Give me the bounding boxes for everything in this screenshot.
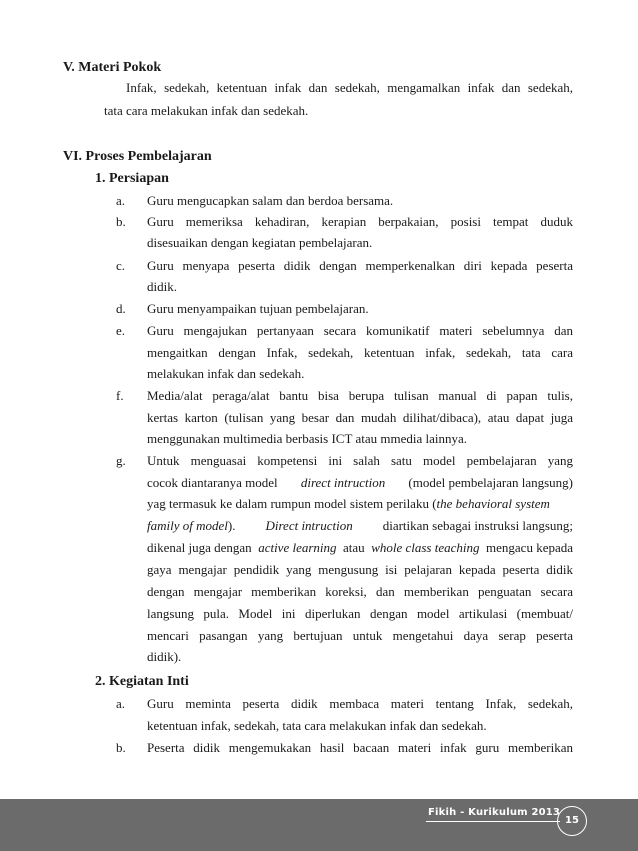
item-line: Guru menyapa peserta didik dengan memperkenalkan diri kepada peserta [147,258,573,273]
italic-term: direct intruction [300,475,386,490]
item-line: didik). [147,649,182,664]
item-line: menggunakan multimedia berbasis ICT atau mmedia lainnya. [147,431,467,446]
text-run: dikenal juga dengan [147,540,252,555]
italic-term: family of model [147,518,228,533]
item-label: f. [116,388,124,403]
item-line: Guru mengucapkan salam dan berdoa bersama. [147,193,394,208]
item-line: Untuk menguasai kompetensi ini salah satu model pembelajaran yang [147,453,573,468]
item-line: mencari pasangan yang bertujuan untuk mengetahui daya serap peserta [147,628,573,643]
persiapan-heading: 1. Persiapan [95,171,169,186]
item-line-mixed [147,473,573,493]
italic-term: Direct intruction [265,518,353,533]
item-line: langsung pula. Model ini diperlukan dengan model artikulasi (membuat/ [147,606,573,621]
item-label: e. [116,323,126,338]
item-label: a. [116,696,126,711]
text-run: mengacu kepada [486,540,573,555]
italic-term: active learning [258,540,337,555]
italic-term: whole class teaching [371,540,480,555]
section-v-title: V. Materi Pokok [63,60,162,75]
item-label: a. [116,193,126,208]
text-run: family of model). [147,518,236,533]
footer-divider [426,821,560,822]
text-run: yag termasuk ke dalam rumpun model sistem perilaku (the behavioral system [147,496,550,511]
item-line: Guru mengajukan pertanyaan secara komunikatif materi sebelumnya dan [147,323,573,338]
text-run: atau [343,540,365,555]
section-v-line-2: tata cara melakukan infak dan sedekah. [104,103,309,118]
item-line: Media/alat peraga/alat bantu bisa berupa tulisan manual di papan tulis, [147,388,573,403]
item-line: kertas karton (tulisan yang besar dan mudah dilihat/dibaca), atau dapat juga [147,410,573,425]
item-line: mengaitkan dengan Infak, sedekah, ketentuan infak, sedekah, tata cara [147,345,573,360]
item-line: Guru meminta peserta didik membaca materi tentang Infak, sedekah, [147,696,573,711]
item-label: b. [116,214,126,229]
kegiatan-inti-heading: 2. Kegiatan Inti [95,674,189,689]
footer-book-title: Fikih - Kurikulum 2013 [428,807,561,818]
item-line: ketentuan infak, sedekah, tata cara melakukan infak dan sedekah. [147,718,487,733]
item-label: g. [116,453,126,468]
text-run: (model pembelajaran langsung) [408,475,573,490]
item-line: Peserta didik mengemukakan hasil bacaan materi infak guru memberikan [147,740,573,755]
section-vi-title: VI. Proses Pembelajaran [63,149,212,164]
italic-term: the behavioral system [436,496,550,511]
item-line: melakukan infak dan sedekah. [147,366,305,381]
item-line: didik. [147,279,177,294]
item-line: Guru menyampaikan tujuan pembelajaran. [147,301,369,316]
page-number-badge: 15 [557,806,587,836]
text-run: diartikan sebagai instruksi langsung; [382,518,573,533]
item-label: b. [116,740,126,755]
item-label: d. [116,301,126,316]
item-line-mixed [147,494,573,514]
item-line: gaya mengajar pendidik yang mengusung isi pelajaran kepada peserta didik [147,562,573,577]
item-line: disesuaikan dengan kegiatan pembelajaran. [147,235,373,250]
section-v-line-1: Infak, sedekah, ketentuan infak dan sedekah, mengamalkan infak dan sedekah, [126,80,573,95]
item-line-mixed [147,516,573,536]
item-line: Guru memeriksa kehadiran, kerapian berpakaian, posisi tempat duduk [147,214,573,229]
text-run: cocok diantaranya model [147,475,278,490]
item-label: c. [116,258,126,273]
item-line-mixed [147,538,573,558]
item-line: dengan mengajar memberikan koreksi, dan memberikan penguatan secara [147,584,573,599]
